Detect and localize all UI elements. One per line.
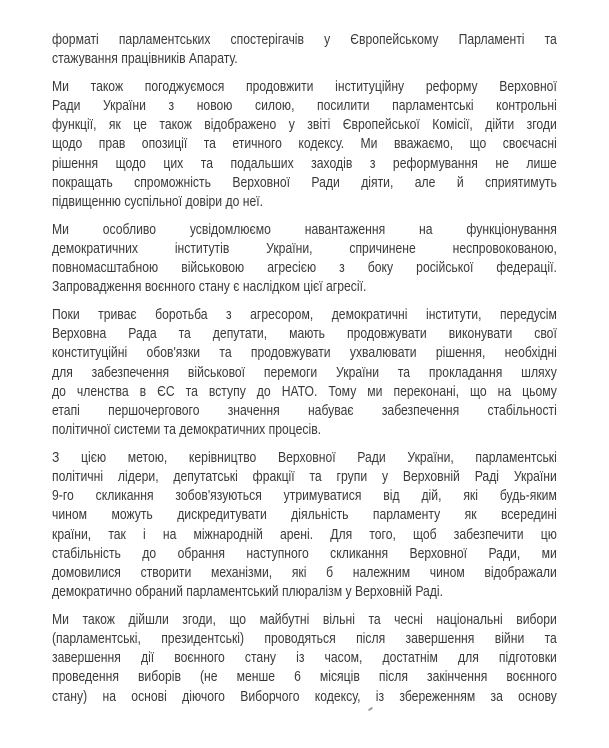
document-page — [52, 31, 557, 715]
text-line: чином можуть дискредитувати діяльність парламенту як всередині — [52, 507, 557, 524]
text-line: домовилися створити механізми, які б належним чином відображали — [52, 564, 557, 581]
text-line: функції, як це також відображено у звіті Європейської Комісії, дійти згоди — [52, 117, 557, 134]
text-line: конституційні обов'язки та продовжувати ухвалювати рішення, необхідні — [52, 345, 557, 362]
text-line: форматі парламентських спостерігачів у Європейському Парламенті та — [52, 32, 557, 48]
text-line: завершення дії воєнного стану із часом, достатнім для підготовки — [52, 650, 557, 667]
text-line: стану) на основі діючого Виборчого кодексу, із збереженням за основу — [52, 688, 557, 705]
paragraph — [52, 449, 557, 603]
text-line: Верховна Рада та депутати, мають продовжувати виконувати свої — [52, 326, 557, 343]
text-line: (парламентські, президентські) проводяться після завершення війни та — [52, 630, 557, 647]
text-line: етапі першочергового значення набуває забезпечення стабільності — [52, 402, 557, 419]
text-line: Запровадження воєнного стану є наслідком цієї агресії. — [52, 279, 367, 296]
text-line: щодо прав опозиції та етичного кодексу. Ми вважаємо, що своєчасні — [52, 136, 557, 153]
text-line: З цією метою, керівництво Верховної Ради України, парламентські — [52, 449, 557, 466]
text-line: стабільність до обрання наступного скликання Верховної Ради, ми — [52, 545, 557, 562]
text-line: рішення щодо цих та подальших заходів з реформування не лише — [52, 155, 557, 172]
text-line: підвищенню суспільної довіри до неї. — [52, 194, 264, 210]
text-line: політичної системи та демократичних процесів. — [52, 422, 322, 439]
paragraph — [52, 78, 557, 212]
text-line: Ради України з новою силою, посилити парламентські контрольні — [52, 98, 557, 115]
text-line: 9-го скликання зобов'язуються утримуватися від дій, які будь-яким — [52, 488, 557, 505]
text-line: для забезпечення військової перемоги України та прокладання шляху — [52, 364, 557, 381]
text-line: до членства в ЄС та вступу до НАТО. Тому ми переконані, що на цьому — [52, 383, 557, 400]
text-line: демократично обраний парламентський плюралізм у Верховній Раді. — [52, 584, 444, 601]
text-line: Ми також погоджуємося продовжити інституційну реформу Верховної — [52, 78, 557, 95]
paragraph — [52, 221, 557, 298]
text-line: політичні лідери, депутатські фракції та групи у Верховній Раді України — [52, 468, 557, 485]
text-line: покращать спроможність Верховної Ради діяти, але й сприятимуть — [52, 174, 557, 191]
text-line: Поки триває боротьба з агресором, демократичні інститути, передусім — [52, 306, 557, 323]
text-line: проведення виборів (не менше 6 місяців після закінчення воєнного — [52, 669, 557, 686]
text-line: Ми також дійшли згоди, що майбутні вільні та чесні національні вибори — [52, 611, 557, 628]
text-line: повномасштабною військовою агресією з боку російської федерації. — [52, 260, 557, 277]
text-line: Ми особливо усвідомлюємо навантаження на функціонування — [52, 221, 557, 238]
text-line: стажування працівників Апарату. — [52, 51, 238, 68]
paragraph — [52, 306, 557, 440]
paragraph — [52, 611, 557, 707]
text-line: країни, так і на міжнародній арені. Для того, щоб забезпечити цю — [52, 526, 557, 543]
text-line: демократичних інститутів України, спричинене неспровокованою, — [52, 240, 557, 257]
paragraph — [52, 31, 557, 69]
